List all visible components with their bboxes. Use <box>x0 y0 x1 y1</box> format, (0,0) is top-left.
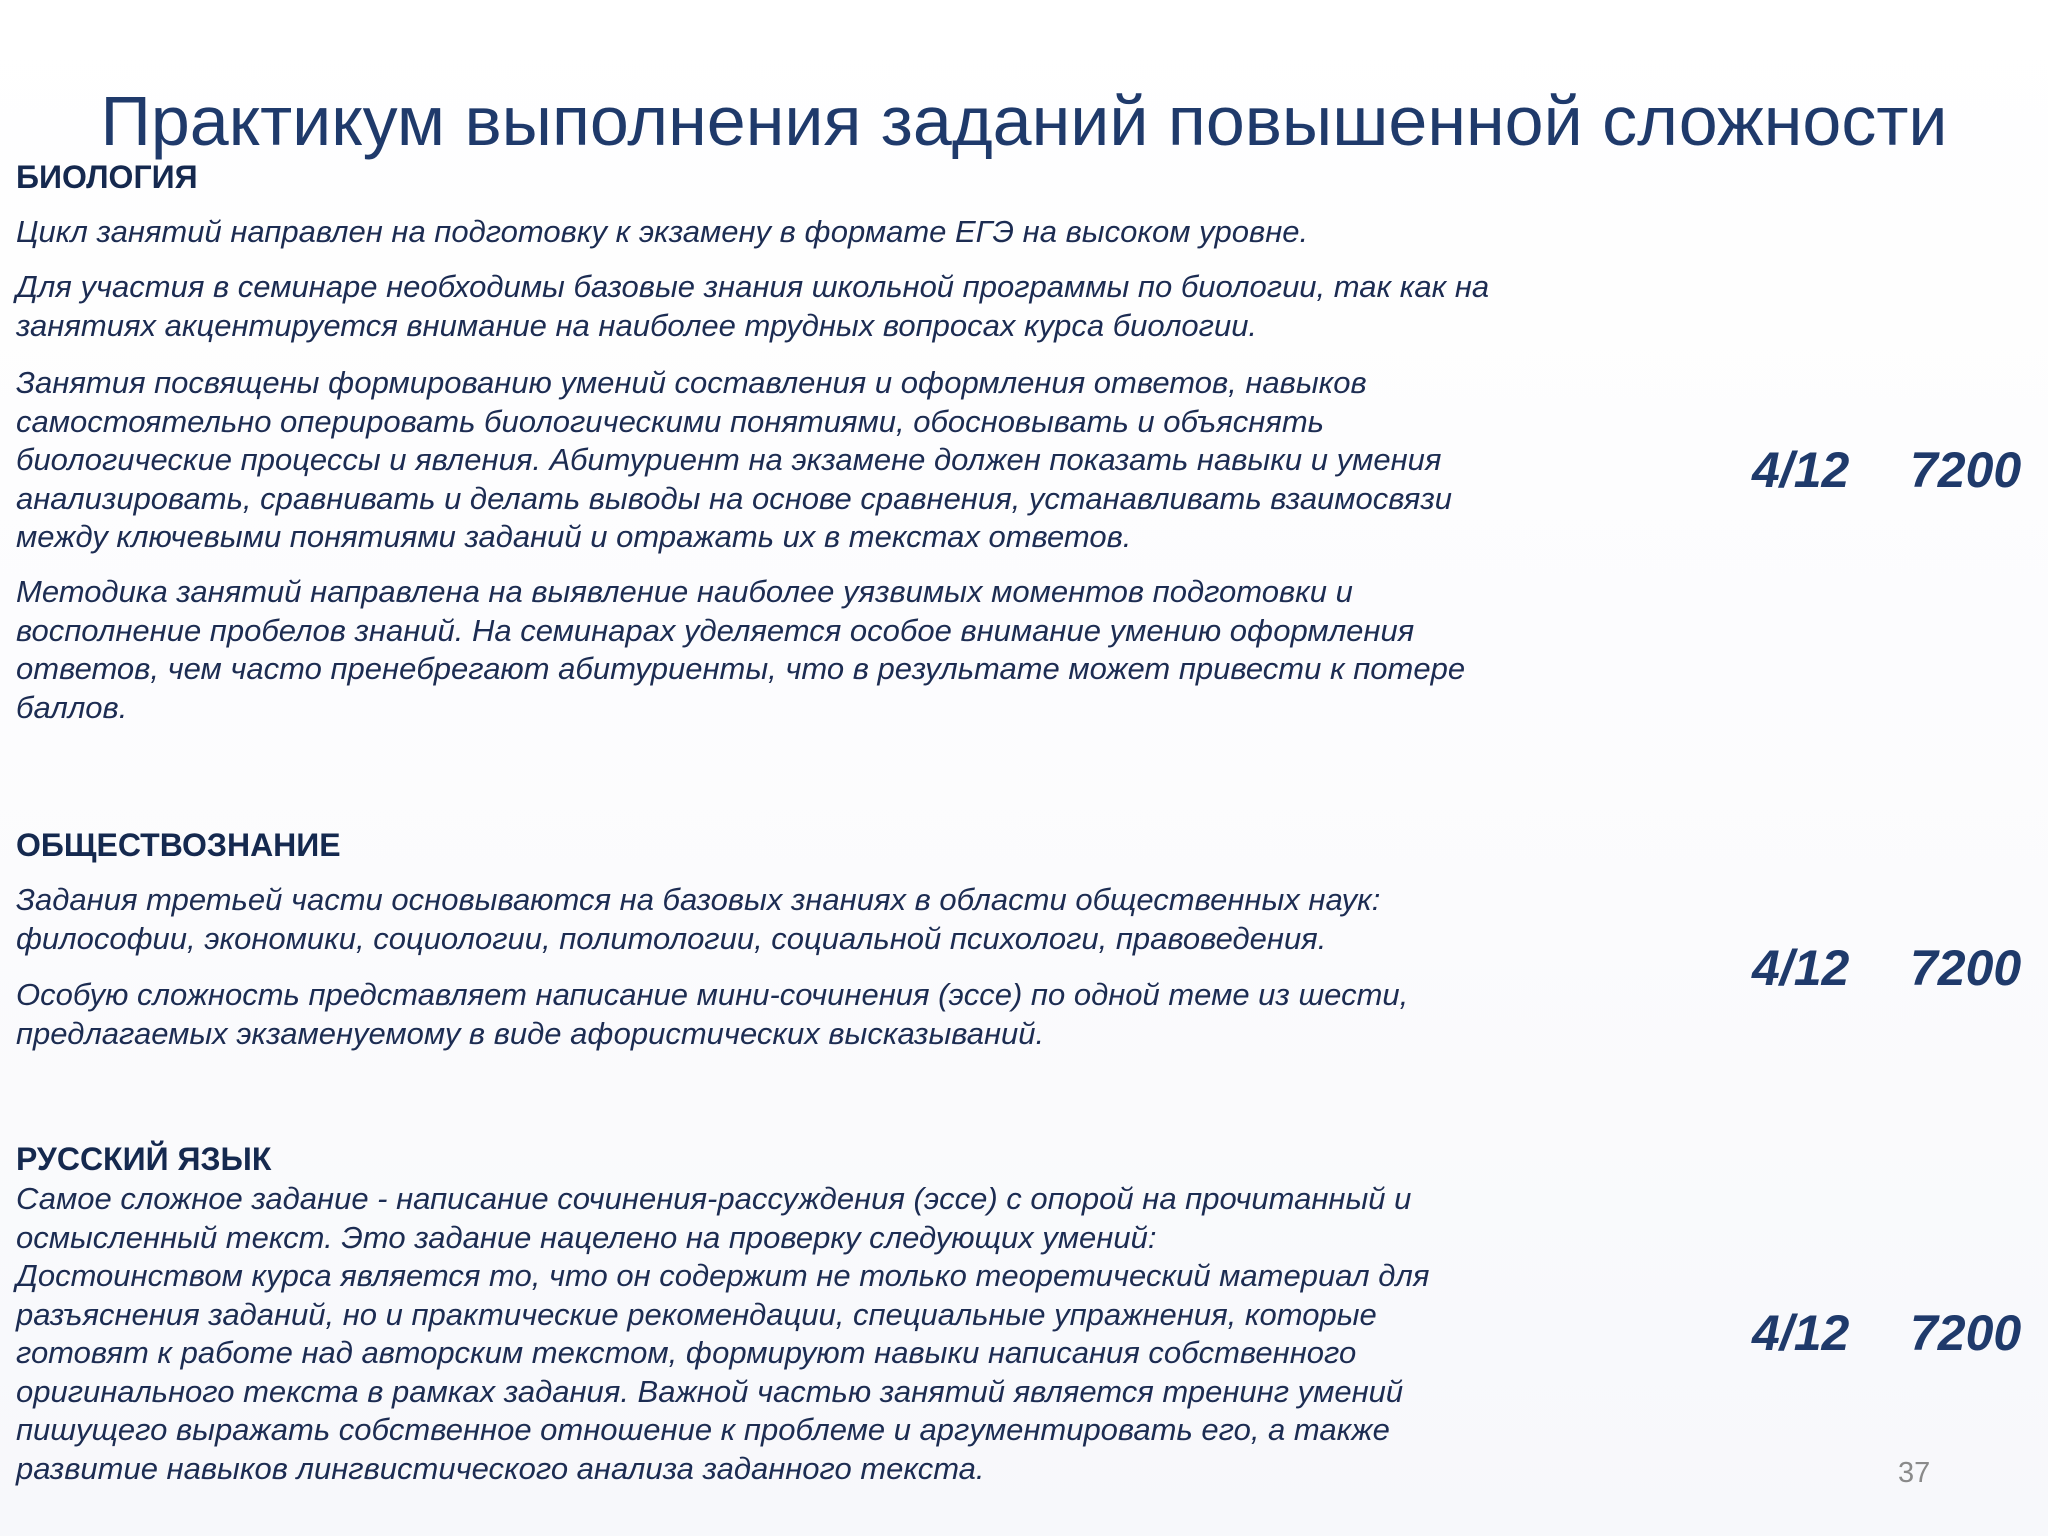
section-heading-social-studies: ОБЩЕСТВОЗНАНИЕ <box>16 827 341 863</box>
russian-hours: 4/12 <box>1752 1305 1850 1361</box>
text-line: самостоятельно оперировать биологическими понятиями, обосновывать и объяснять <box>16 403 1324 439</box>
page-number: 37 <box>1898 1457 1931 1489</box>
section-heading-russian: РУССКИЙ ЯЗЫК <box>16 1141 272 1177</box>
text-line: Достоинством курса является то, что он содержит не только теоретический материал для <box>16 1258 1430 1293</box>
slide-title: Практикум выполнения заданий повышенной сложности <box>100 81 1948 160</box>
text-line: философии, экономики, социологии, политологии, социальной психологи, правоведения. <box>16 920 1327 956</box>
text-line: между ключевыми понятиями заданий и отражать их в текстах ответов. <box>16 519 1132 554</box>
text-line: анализировать, сравнивать и делать выводы на основе сравнения, устанавливать взаимосвязи <box>16 480 1453 516</box>
text-line: Для участия в семинаре необходимы базовые знания школьной программы по биологии, так как на <box>16 269 1490 304</box>
text-line: осмысленный текст. Это задание нацелено на проверку следующих умений: <box>16 1219 1157 1255</box>
russian-price: 7200 <box>1910 1305 2022 1361</box>
text-line: развитие навыков лингвистического анализа заданного текста. <box>16 1450 985 1486</box>
section-heading-biology: БИОЛОГИЯ <box>16 159 198 195</box>
text-line: Методика занятий направлена на выявление наиболее уязвимых моментов подготовки и <box>16 574 1353 609</box>
biology-price: 7200 <box>1910 442 2022 498</box>
text-line: оригинального текста в рамках задания. Важной частью занятий является тренинг умений <box>16 1373 1404 1409</box>
social-studies-price: 7200 <box>1910 940 2022 996</box>
text-line: Самое сложное задание - написание сочинения-рассуждения (эссе) с опорой на прочитанный и <box>16 1181 1412 1216</box>
text-line: занятиях акцентируется внимание на наиболее трудных вопросах курса биологии. <box>16 307 1258 343</box>
biology-paragraph-1 <box>16 213 1681 252</box>
biology-paragraph-3 <box>16 364 1681 557</box>
biology-paragraph-4 <box>16 573 1681 727</box>
social-studies-paragraph-2 <box>16 976 1681 1053</box>
text-line: биологические процессы и явления. Абитуриент на экзамене должен показать навыки и умения <box>16 442 1442 477</box>
text-line: готовят к работе над авторским текстом, формируют навыки написания собственного <box>16 1335 1357 1370</box>
text-line: баллов. <box>16 689 128 725</box>
russian-paragraph-1 <box>16 1180 1681 1488</box>
social-studies-paragraph-1 <box>16 881 1681 958</box>
social-studies-hours: 4/12 <box>1752 940 1850 996</box>
text-line: разъяснения заданий, но и практические рекомендации, специальные упражнения, которые <box>16 1296 1377 1332</box>
text-line: пишущего выражать собственное отношение к проблеме и аргументировать его, а также <box>16 1412 1390 1447</box>
text-line: предлагаемых экзаменуемому в виде афористических высказываний. <box>16 1015 1045 1051</box>
biology-paragraph-2 <box>16 268 1681 345</box>
text-line: Занятия посвящены формированию умений составления и оформления ответов, навыков <box>16 365 1367 400</box>
text-line: Особую сложность представляет написание мини-сочинения (эссе) по одной теме из шести, <box>16 977 1409 1012</box>
biology-hours: 4/12 <box>1752 442 1850 498</box>
text-line: Цикл занятий направлен на подготовку к экзамену в формате ЕГЭ на высоком уровне. <box>16 214 1309 249</box>
text-line: восполнение пробелов знаний. На семинарах уделяется особое внимание умению оформления <box>16 612 1415 648</box>
text-line: Задания третьей части основываются на базовых знаниях в области общественных наук: <box>16 882 1381 917</box>
text-line: ответов, чем часто пренебрегают абитуриенты, что в результате может привести к потере <box>16 651 1466 686</box>
